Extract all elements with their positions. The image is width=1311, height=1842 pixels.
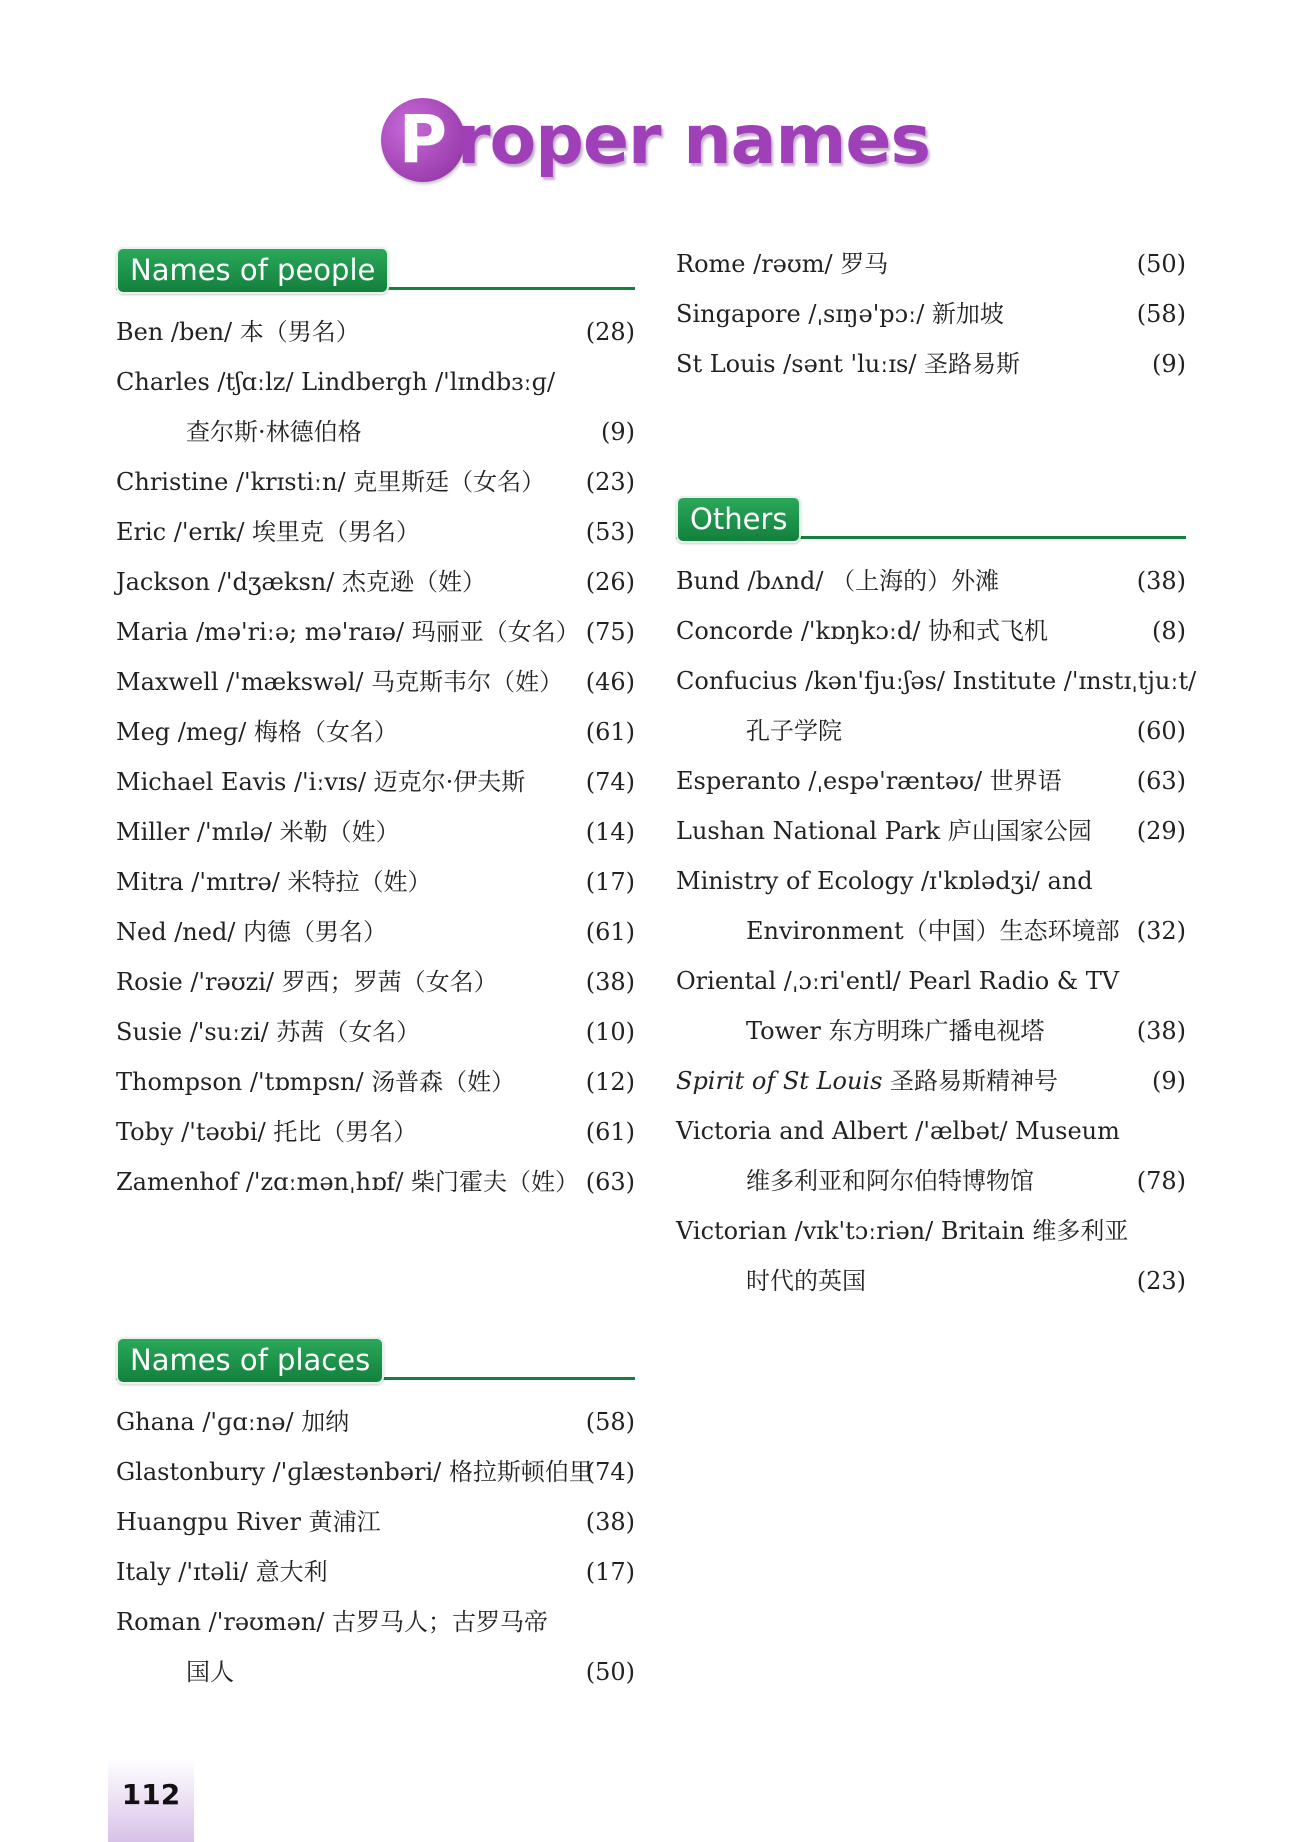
list-item <box>676 239 1186 289</box>
list-item <box>676 1206 1186 1256</box>
list-item <box>116 607 635 657</box>
entry-text: Huangpu River 黄浦江 <box>116 1508 381 1536</box>
list-item <box>676 706 1186 756</box>
entry-text: Susie /'suːzi/ 苏茜（女名） <box>116 1018 421 1046</box>
list-item <box>676 806 1186 856</box>
entry-page: (75) <box>585 618 635 646</box>
entry-text: Roman /'rəʊmən/ 古罗马人；古罗马帝 <box>116 1608 549 1636</box>
entry-text: 查尔斯·林德伯格 <box>186 418 362 446</box>
entry-text: 维多利亚和阿尔伯特博物馆 <box>746 1167 1034 1195</box>
list-item <box>116 1007 635 1057</box>
entry-page: (17) <box>585 868 635 896</box>
list-item <box>116 1057 635 1107</box>
entry-text: Jackson /'dʒæksn/ 杰克逊（姓） <box>116 568 486 596</box>
section-header-places <box>116 1337 635 1382</box>
left-column-places <box>116 1337 635 1697</box>
list-item <box>676 656 1197 706</box>
entry-page: (23) <box>585 468 635 496</box>
entry-text: 孔子学院 <box>746 717 842 745</box>
entry-text: Environment（中国）生态环境部 <box>746 917 1120 945</box>
list-item <box>116 957 635 1007</box>
others-list <box>676 556 1197 1306</box>
section-title-others: Others <box>676 496 801 543</box>
entry-text: Ben /ben/ 本（男名） <box>116 318 360 346</box>
entry-text: Victoria and Albert /'ælbət/ Museum <box>676 1117 1120 1145</box>
entry-text: Ghana /'ɡɑːnə/ 加纳 <box>116 1408 350 1436</box>
entry-text: Ministry of Ecology /ɪ'kɒlədʒi/ and <box>676 867 1093 895</box>
list-item <box>116 307 635 357</box>
list-item <box>116 1597 635 1647</box>
list-item <box>676 906 1186 956</box>
entry-text: Maxwell /'mækswəl/ 马克斯韦尔（姓） <box>116 668 564 696</box>
list-item <box>116 507 635 557</box>
list-item <box>116 557 635 607</box>
list-item <box>116 1157 635 1207</box>
entry-page: (26) <box>585 568 635 596</box>
entry-text: Miller /'mɪlə/ 米勒（姓） <box>116 818 400 846</box>
entry-text: Esperanto /ˌespə'ræntəʊ/ 世界语 <box>676 767 1062 795</box>
entry-text: Meg /meɡ/ 梅格（女名） <box>116 718 398 746</box>
entry-text: Lushan National Park 庐山国家公园 <box>676 817 1092 845</box>
entry-page: (38) <box>1136 1017 1186 1045</box>
section-header-people <box>116 247 635 292</box>
list-item <box>116 657 635 707</box>
entry-text: Toby /'təʊbi/ 托比（男名） <box>116 1118 418 1146</box>
list-item <box>116 907 635 957</box>
list-item <box>116 707 635 757</box>
entry-text: Glastonbury /'ɡlæstənbəri/ 格拉斯顿伯里 <box>116 1458 593 1486</box>
entry-text: Italy /'ɪtəli/ 意大利 <box>116 1558 328 1586</box>
entry-page: (8) <box>1152 617 1186 645</box>
entry-page: (60) <box>1136 717 1186 745</box>
left-column <box>116 247 635 1207</box>
list-item <box>676 556 1186 606</box>
entry-text: Singapore /ˌsɪŋə'pɔː/ 新加坡 <box>676 300 1004 328</box>
entry-text: Rome /rəʊm/ 罗马 <box>676 250 889 278</box>
entry-page: (14) <box>585 818 635 846</box>
right-column-places-cont <box>676 239 1186 389</box>
list-item <box>676 756 1186 806</box>
list-item <box>116 807 635 857</box>
entry-text: Bund /bʌnd/ （上海的）外滩 <box>676 567 1000 595</box>
section-title-places: Names of places <box>116 1337 384 1384</box>
list-item <box>676 1056 1186 1106</box>
entry-page: (9) <box>1152 1067 1186 1095</box>
title-text: roper names <box>456 100 930 180</box>
entry-text-group <box>676 1056 1058 1106</box>
entry-text-rest: 圣路易斯精神号 <box>882 1067 1059 1095</box>
entry-page: (53) <box>585 518 635 546</box>
entry-title-italic: Spirit of St Louis <box>676 1067 883 1095</box>
list-item <box>676 606 1186 656</box>
entry-page: (58) <box>585 1408 635 1436</box>
entry-page: (9) <box>1152 350 1186 378</box>
entry-page: (78) <box>1136 1167 1186 1195</box>
entry-page: (61) <box>585 1118 635 1146</box>
list-item <box>116 1547 635 1597</box>
entry-text: Concorde /'kɒŋkɔːd/ 协和式飞机 <box>676 617 1049 645</box>
entry-page: (74) <box>585 768 635 796</box>
list-item <box>116 1107 635 1157</box>
entry-page: (46) <box>585 668 635 696</box>
page-title <box>0 98 1311 182</box>
entry-text: Rosie /'rəʊzi/ 罗西；罗茜（女名） <box>116 968 498 996</box>
entry-page: (61) <box>585 718 635 746</box>
right-column-others <box>676 496 1197 1306</box>
entry-page: (23) <box>1136 1267 1186 1295</box>
list-item <box>116 457 635 507</box>
places-list <box>116 1397 635 1697</box>
entry-page: (9) <box>601 418 635 446</box>
list-item <box>676 1006 1186 1056</box>
list-item <box>116 857 635 907</box>
list-item <box>116 1397 635 1447</box>
entry-page: (17) <box>585 1558 635 1586</box>
title-first-letter-badge: P <box>381 98 465 182</box>
entry-text: Thompson /'tɒmpsn/ 汤普森（姓） <box>116 1068 516 1096</box>
list-item <box>676 339 1186 389</box>
list-item <box>116 1447 635 1497</box>
entry-text: Christine /'krɪstiːn/ 克里斯廷（女名） <box>116 468 546 496</box>
entry-page: (10) <box>585 1018 635 1046</box>
entry-page: (12) <box>585 1068 635 1096</box>
entry-page: (63) <box>1136 767 1186 795</box>
entry-text: Michael Eavis /'iːvɪs/ 迈克尔·伊夫斯 <box>116 768 526 796</box>
entry-page: (74) <box>585 1458 635 1486</box>
entry-page: (32) <box>1136 917 1186 945</box>
list-item <box>116 757 635 807</box>
entry-text: Eric /'erɪk/ 埃里克（男名） <box>116 518 421 546</box>
entry-page: (50) <box>585 1658 635 1686</box>
entry-page: (28) <box>585 318 635 346</box>
list-item <box>676 1156 1186 1206</box>
list-item <box>116 1647 635 1697</box>
entry-page: (63) <box>585 1168 635 1196</box>
entry-text: Charles /tʃɑːlz/ Lindbergh /'lɪndbɜːɡ/ <box>116 368 556 396</box>
entry-text: 国人 <box>186 1658 234 1686</box>
entry-text: Tower 东方明珠广播电视塔 <box>746 1017 1045 1045</box>
list-item <box>116 407 635 457</box>
list-item <box>676 289 1186 339</box>
list-item <box>676 856 1186 906</box>
entry-page: (38) <box>585 1508 635 1536</box>
page-number: 112 <box>108 1758 194 1842</box>
list-item <box>116 1497 635 1547</box>
entry-page: (50) <box>1136 250 1186 278</box>
entry-page: (38) <box>1136 567 1186 595</box>
list-item <box>676 1256 1186 1306</box>
people-list <box>116 307 635 1207</box>
section-header-others <box>676 496 1186 541</box>
entry-page: (38) <box>585 968 635 996</box>
list-item <box>676 956 1186 1006</box>
entry-text: Victorian /vɪk'tɔːriən/ Britain 维多利亚 <box>676 1217 1129 1245</box>
list-item <box>676 1106 1186 1156</box>
entry-text: 时代的英国 <box>746 1267 866 1295</box>
entry-text: Ned /ned/ 内德（男名） <box>116 918 388 946</box>
entry-text: Oriental /ˌɔːri'entl/ Pearl Radio & TV <box>676 967 1120 995</box>
entry-text: Mitra /'mɪtrə/ 米特拉（姓） <box>116 868 432 896</box>
entry-text: Confucius /kən'fjuːʃəs/ Institute /'ɪnstɪˌtjuːt/ <box>676 667 1197 695</box>
entry-page: (61) <box>585 918 635 946</box>
entry-text: St Louis /sənt 'luːɪs/ 圣路易斯 <box>676 350 1021 378</box>
entry-text: Maria /mə'riːə; mə'raɪə/ 玛丽亚（女名） <box>116 618 580 646</box>
list-item <box>116 357 635 407</box>
entry-page: (29) <box>1136 817 1186 845</box>
entry-page: (58) <box>1136 300 1186 328</box>
section-title-people: Names of people <box>116 247 389 294</box>
entry-text: Zamenhof /'zɑːmənˌhɒf/ 柴门霍夫（姓） <box>116 1168 580 1196</box>
